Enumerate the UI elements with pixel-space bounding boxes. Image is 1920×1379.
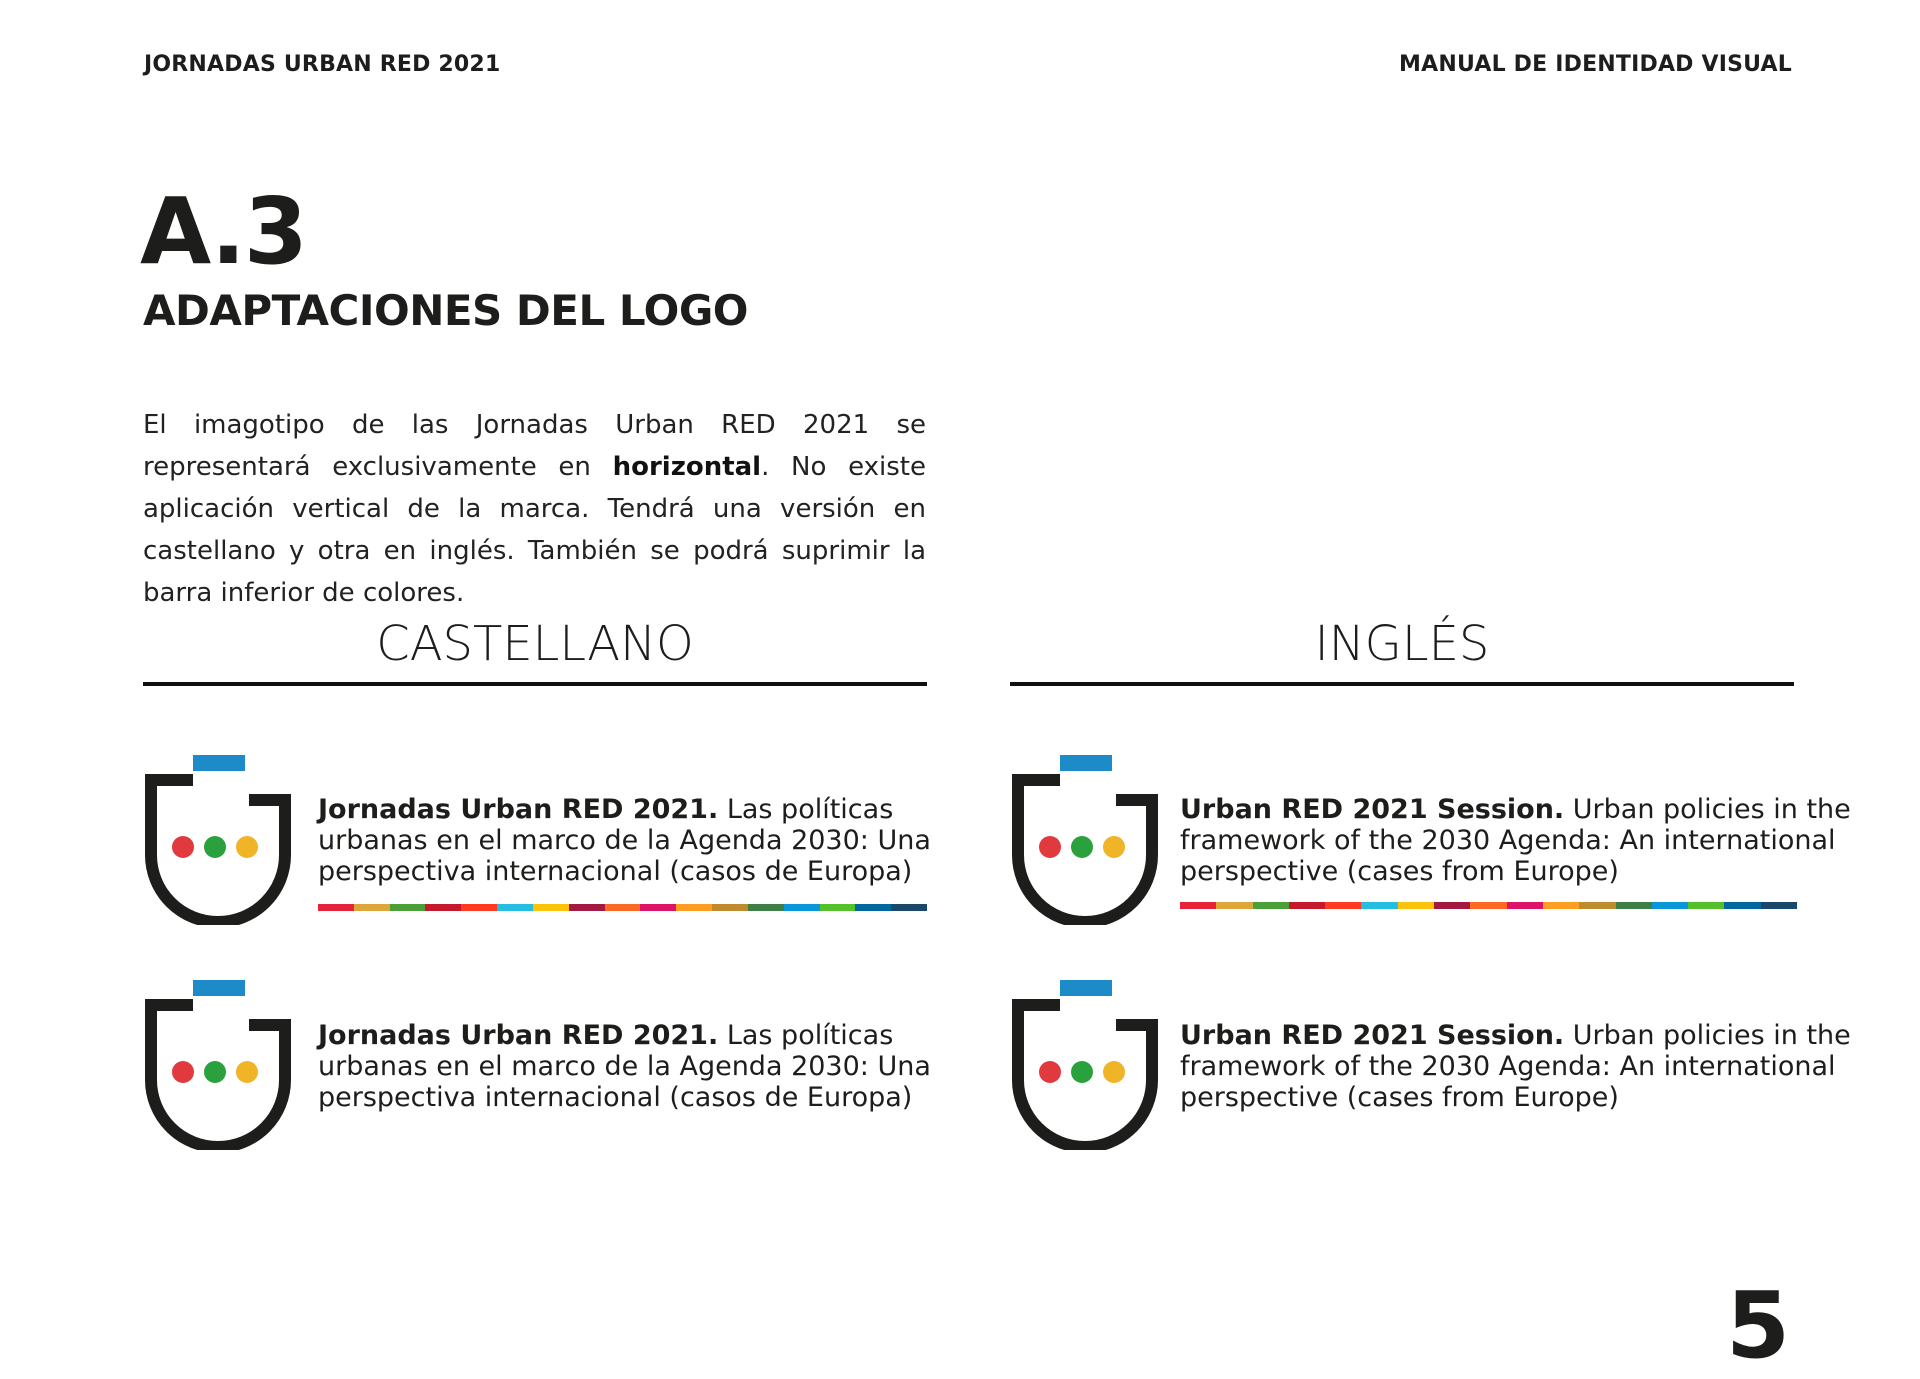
logo-symbol-icon	[1010, 980, 1160, 1150]
color-bar-segment	[640, 904, 676, 911]
column-rule-castellano	[143, 682, 927, 686]
color-bar-segment	[891, 904, 927, 911]
color-bar-segment	[354, 904, 390, 911]
color-bar-segment	[1761, 902, 1797, 909]
color-bar-segment	[605, 904, 641, 911]
color-bar-segment	[1724, 902, 1760, 909]
color-bar-segment	[784, 904, 820, 911]
column-title-castellano: CASTELLANO	[376, 616, 694, 672]
wordmark-line2: urbanas en el marco de la Agenda 2030: Una	[318, 1051, 931, 1082]
header-manual-title: MANUAL DE IDENTIDAD VISUAL	[1399, 52, 1792, 77]
wordmark-bold: Jornadas Urban RED 2021.	[318, 1020, 719, 1051]
intro-bold-horizontal: horizontal	[612, 452, 762, 482]
logo-wordmark-castellano-no-bar	[318, 1020, 931, 1113]
color-bar-segment	[1253, 902, 1289, 909]
wordmark-bold: Jornadas Urban RED 2021.	[318, 794, 719, 825]
color-bar-segment	[1507, 902, 1543, 909]
logo-wordmark-ingles-no-bar	[1180, 1020, 1851, 1113]
wordmark-bold: Urban RED 2021 Session.	[1180, 794, 1565, 825]
color-bar-segment	[855, 904, 891, 911]
color-bar-segment	[318, 904, 354, 911]
color-bar-segment	[1361, 902, 1397, 909]
logo-symbol-icon	[1010, 755, 1160, 925]
color-bar-segment	[425, 904, 461, 911]
color-bar-segment	[1434, 902, 1470, 909]
section-title: ADAPTACIONES DEL LOGO	[143, 286, 749, 335]
section-number: A.3	[140, 178, 306, 285]
column-title-ingles: INGLÉS	[1314, 616, 1490, 672]
header-document-title: JORNADAS URBAN RED 2021	[144, 52, 501, 77]
wordmark-line3: perspectiva internacional (casos de Europa)	[318, 1082, 913, 1113]
color-bar-segment	[1216, 902, 1252, 909]
color-bar-segment	[569, 904, 605, 911]
color-bar-segment	[497, 904, 533, 911]
logo-wordmark-ingles	[1180, 794, 1851, 887]
wordmark-line2: urbanas en el marco de la Agenda 2030: Una	[318, 825, 931, 856]
logo-symbol-icon	[143, 980, 293, 1150]
color-bar-segment	[1652, 902, 1688, 909]
wordmark-line1: Las políticas	[718, 1020, 894, 1051]
column-rule-ingles	[1010, 682, 1794, 686]
color-bar-segment	[1579, 902, 1615, 909]
logo-wordmark-castellano	[318, 794, 931, 887]
color-bar-segment	[1543, 902, 1579, 909]
wordmark-line3: perspective (cases from Europe)	[1180, 1082, 1619, 1113]
color-bar-segment	[1180, 902, 1216, 909]
intro-paragraph	[143, 404, 926, 614]
color-bar-segment	[1616, 902, 1652, 909]
intro-text-start: El imagotipo de las Jornadas Urban RED 2021 se representará exclusivamente en	[143, 410, 926, 482]
color-bar-segment	[712, 904, 748, 911]
page-number: 5	[1725, 1272, 1790, 1379]
color-bar-segment	[533, 904, 569, 911]
color-bar-segment	[1325, 902, 1361, 909]
color-bar-segment	[676, 904, 712, 911]
wordmark-bold: Urban RED 2021 Session.	[1180, 1020, 1565, 1051]
color-bar-segment	[1688, 902, 1724, 909]
color-bar-segment	[820, 904, 856, 911]
color-bar-segment	[1398, 902, 1434, 909]
wordmark-line3: perspective (cases from Europe)	[1180, 856, 1619, 887]
intro-text-end: . No existe aplicación vertical de la marca. Tendrá una versión en castellano y otra en inglés. También se podrá suprimir la barra inferior de colores.	[143, 452, 926, 608]
wordmark-line2: framework of the 2030 Agenda: An international	[1180, 1051, 1836, 1082]
color-bar-segment	[461, 904, 497, 911]
wordmark-line3: perspectiva internacional (casos de Europa)	[318, 856, 913, 887]
wordmark-line1: Urban policies in the	[1564, 1020, 1851, 1051]
wordmark-line1: Urban policies in the	[1564, 794, 1851, 825]
color-bar-segment	[390, 904, 426, 911]
wordmark-line2: framework of the 2030 Agenda: An international	[1180, 825, 1836, 856]
logo-symbol-icon	[143, 755, 293, 925]
sdg-color-bar	[1180, 902, 1797, 909]
color-bar-segment	[1289, 902, 1325, 909]
sdg-color-bar	[318, 904, 927, 911]
wordmark-line1: Las políticas	[718, 794, 894, 825]
color-bar-segment	[1470, 902, 1506, 909]
color-bar-segment	[748, 904, 784, 911]
